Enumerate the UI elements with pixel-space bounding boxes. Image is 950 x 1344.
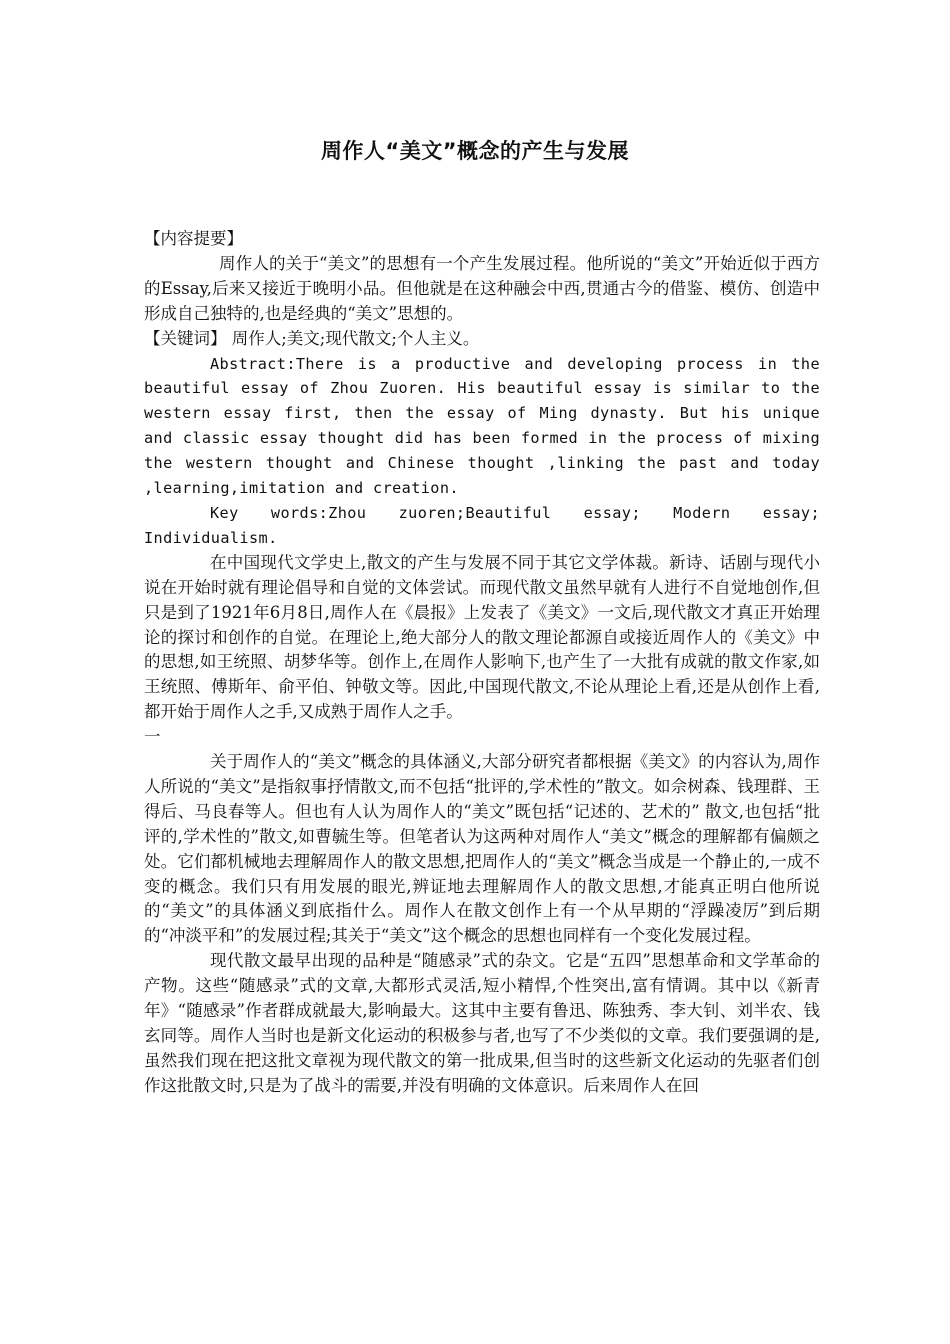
keywords-english: Key words:Zhou zuoren;Beautiful essay; Modern essay; Individualism. — [144, 503, 820, 547]
abstract-label: 【内容提要】 — [144, 229, 243, 248]
body-paragraph-3: 现代散文最早出现的品种是“随感录”式的杂文。它是“五四”思想革命和文学革命的产物。这些“随感录”式的文章,大都形式灵活,短小精悍,个性突出,富有情调。其中以《新青年》“随感录”作者群成就最大,影响最大。这其中主要有鲁迅、陈独秀、李大钊、刘半农、钱玄同等。周作人当时也是新文化运动的积极参与者,也写了不少类似的文章。我们要强调的是,虽然我们现在把这批文章视为现代散文的第一批成果,但当时的这些新文化运动的先驱者们创作这批散文时,只是为了战斗的需要,并没有明确的文体意识。后来周作人在回 — [144, 951, 820, 1095]
keywords-text: 周作人;美文;现代散文;个人主义。 — [226, 328, 480, 348]
section-number: 一 — [144, 727, 161, 747]
abstract-english: Abstract:There is a productive and developing process in the beautiful essay of Zhou Zuoren. His beautiful essay is similar to the western essay first, then the essay of Ming dynasty. But his unique and classic essay thought did has been formed in the process of mixing the western thought and Chinese thought ,linking the past and today ,learning,imitation and creation. — [144, 354, 820, 498]
body-paragraph-1: 在中国现代文学史上,散文的产生与发展不同于其它文学体裁。新诗、话剧与现代小说在开始时就有理论倡导和自觉的文体尝试。而现代散文虽然早就有人进行不自觉地创作,但只是到了1921年6月8日,周作人在《晨报》上发表了《美文》一文后,现代散文才真正开始理论的探讨和创作的自觉。在理论上,绝大部分人的散文理论都源自或接近周作人的《美文》中的思想,如王统照、胡梦华等。创作上,在周作人影响下,也产生了一大批有成就的散文作家,如王统照、傅斯年、俞平伯、钟敬文等。因此,中国现代散文,不论从理论上看,还是从创作上看,都开始于周作人之手,又成熟于周作人之手。 — [144, 552, 820, 722]
body-paragraph-2: 关于周作人的“美文”概念的具体涵义,大部分研究者都根据《美文》的内容认为,周作人所说的“美文”是指叙事抒情散文,而不包括“批评的,学术性的”散文。如佘树森、钱理群、王得后、马良春等人。但也有人认为周作人的“美文”既包括“记述的、艺术的” 散文,也包括“批评的,学术性的”散文,如曹毓生等。但笔者认为这两种对周作人“美文”概念的理解都有偏颇之处。它们都机械地去理解周作人的散文思想,把周作人的“美文”概念当成是一个静止的,一成不变的概念。我们只有用发展的眼光,辨证地去理解周作人的散文思想,才能真正明白他所说的“美文”的具体涵义到底指什么。周作人在散文创作上有一个从早期的“浮躁凌厉”到后期的“冲淡平和”的发展过程;其关于“美文”这个概念的思想也同样有一个变化发展过程。 — [144, 752, 820, 946]
abstract-paragraph: 周作人的关于“美文”的思想有一个产生发展过程。他所说的“美文”开始近似于西方的Essay,后来又接近于晚明小品。但他就是在这种融会中西,贯通古今的借鉴、模仿、创造中形成自己独特的,也是经典的“美文”思想的。 — [144, 253, 820, 323]
document-body — [144, 227, 820, 1099]
page-title: 周作人“美文”概念的产生与发展 — [320, 139, 630, 163]
keywords-line — [144, 327, 820, 352]
keywords-label: 【关键词】 — [144, 328, 227, 348]
